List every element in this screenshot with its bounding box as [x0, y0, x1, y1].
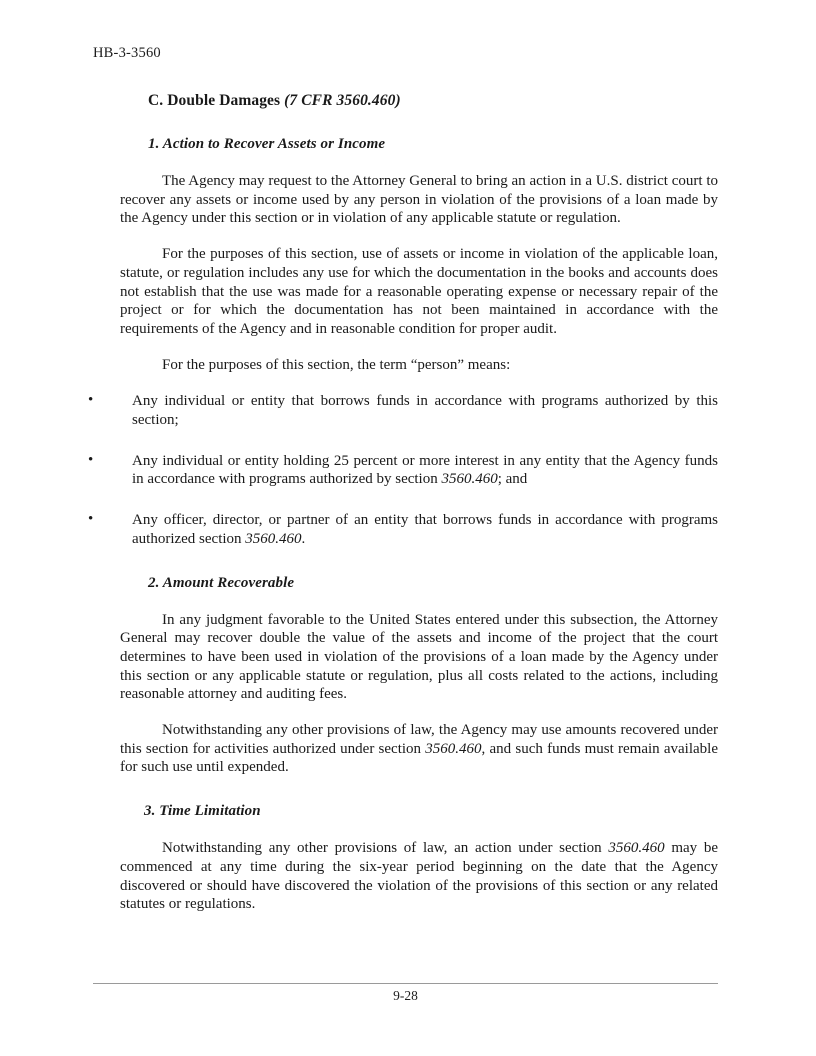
- section-heading-c: [148, 88, 718, 110]
- paragraph-time-limitation: [120, 839, 718, 914]
- paragraph-person-means-intro: For the purposes of this section, the term “person” means:: [162, 356, 511, 373]
- page-content: [88, 88, 719, 914]
- paragraph-action-recover-2: For the purposes of this section, use of assets or income in violation of the applicable loan, statute, or regulation includes any use for which the documentation in the books and accounts does not establish that the use was made for a reasonable operating expense or necessary repair of the project or for which the documentation has not been maintained in accordance with the requirements of the Agency and in reasonable condition for proper audit.: [120, 246, 718, 337]
- footer-divider: [93, 983, 718, 984]
- section-heading-title: C. Double Damages: [148, 92, 285, 109]
- paragraph-text-tail: may be commenced at any time during the six-year period beginning on the date that the Agency discovered or should have discovered the violation of the provisions of this section or any related statutes or regulations.: [120, 840, 719, 913]
- subsection-heading-3: 3. Time Limitation: [144, 803, 261, 820]
- list-item-text: Any officer, director, or partner of an entity that borrows funds in accordance with programs authorized section: [132, 512, 718, 547]
- running-head: HB-3-3560: [93, 45, 161, 61]
- paragraph-amount-recoverable-2: [120, 721, 718, 777]
- paragraph-amount-recoverable-1: In any judgment favorable to the United States entered under this subsection, the Attorney General may recover double the value of the assets and income of the project that the court determines to have been used in violation of the provisions of a loan made by the Agency under this section or any applicable statute or regulation, plus all costs related to the actions, including reasonable attorney and auditing fees.: [120, 611, 718, 703]
- regulation-reference: 3560.460: [245, 530, 302, 547]
- subsection-heading-1: 1. Action to Recover Assets or Income: [148, 136, 386, 152]
- list-item-text: Any individual or entity that borrows funds in accordance with programs authorized by this section;: [132, 393, 718, 429]
- bullet-icon: •: [88, 451, 94, 468]
- list-item: [88, 511, 718, 548]
- paragraph-text-lead: Notwithstanding any other provisions of law, an action under section: [162, 840, 609, 857]
- page-number: 9-28: [393, 988, 418, 1003]
- bullet-icon: •: [88, 511, 94, 528]
- list-item-text: Any individual or entity holding 25 percent or more interest in any entity that the Agency funds in accordance with programs authorized by section: [132, 452, 718, 488]
- list-item-text-tail: ; and: [497, 471, 528, 488]
- person-definition-list: [88, 392, 718, 548]
- regulation-reference: 3560.460: [608, 840, 665, 857]
- paragraph-text-lead: Notwithstanding any other provisions of law, the Agency may use amounts recovered under this section for activities authorized under section: [120, 722, 718, 757]
- regulation-reference: 3560.460: [425, 740, 482, 757]
- paragraph-text-tail: , and such funds must remain available for such use until expended.: [120, 740, 719, 776]
- list-item: [88, 451, 718, 489]
- subsection-heading-2: 2. Amount Recoverable: [148, 574, 295, 591]
- paragraph-action-recover-1: The Agency may request to the Attorney General to bring an action in a U.S. district court to recover any assets or income used by any person in violation of the provisions of a loan made by the Agency under this section or in violation of any applicable statute or regulation.: [120, 173, 718, 227]
- section-cfr-citation: (7 CFR 3560.460): [284, 92, 401, 109]
- list-item-text-tail: .: [301, 530, 306, 547]
- list-item: [88, 392, 718, 429]
- bullet-icon: •: [88, 392, 94, 409]
- regulation-reference: 3560.460: [441, 471, 498, 488]
